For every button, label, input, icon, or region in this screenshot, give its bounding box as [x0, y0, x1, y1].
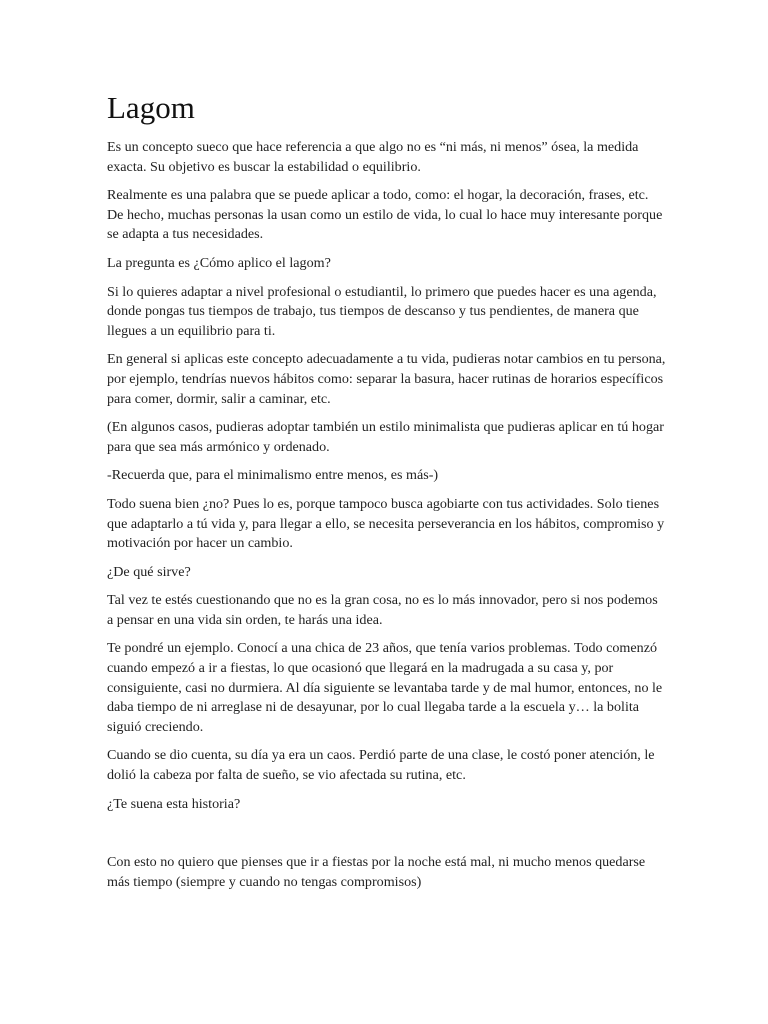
- blank-line: [107, 823, 667, 853]
- paragraph-habits: En general si aplicas este concepto adecuadamente a tu vida, pudieras notar cambios en tu persona, por ejemplo, tendrías nuevos hábitos como: separar la basura, hacer rutinas de horarios específicos para comer, dormir, salir a caminar, etc.: [107, 351, 666, 407]
- paragraph-chaos: Cuando se dio cuenta, su día ya era un caos. Perdió parte de una clase, le costó poner atención, le dolió la cabeza por falta de sueño, se vio afectada su rutina, etc.: [107, 747, 655, 784]
- paragraph-questioning: Tal vez te estés cuestionando que no es la gran cosa, no es lo más innovador, pero si nos podemos a pensar en una vida sin orden, te harás una idea.: [107, 592, 658, 628]
- paragraph-agenda: Si lo quieres adaptar a nivel profesional o estudiantil, lo primero que puedes hacer es una agenda, donde pongas tus tiempos de trabajo, tus tiempos de descanso y tus pendientes, de manera que llegues a un equilibrio para ti.: [107, 283, 657, 339]
- paragraph-parties: Con esto no quiero que pienses que ir a fiestas por la noche está mal, ni mucho menos quedarse más tiempo (siempre y cuando no tengas compromisos): [107, 854, 646, 890]
- paragraph-lifestyle: Realmente es una palabra que se puede aplicar a todo, como: el hogar, la decoración, frases, etc. De hecho, muchas personas la usan como un estilo de vida, lo cual lo hace muy interesante porque se adapta a tus necesidades.: [107, 187, 663, 243]
- paragraph-story-question: ¿Te suena esta historia?: [107, 795, 241, 812]
- paragraph-what-for: ¿De qué sirve?: [107, 563, 191, 580]
- document-body: [107, 88, 667, 901]
- paragraph-minimalism: (En algunos casos, pudieras adoptar también un estilo minimalista que pudieras aplicar en tú hogar para que sea más armónico y ordenado.: [107, 419, 664, 455]
- paragraph-sounds-good: Todo suena bien ¿no? Pues lo es, porque tampoco busca agobiarte con tus actividades. Solo tienes que adaptarlo a tú vida y, para llegar a ello, se necesita perseverancia en los hábitos, compromiso y motivación por hacer un cambio.: [107, 495, 665, 552]
- paragraph-reminder: -Recuerda que, para el minimalismo entre menos, es más-): [107, 467, 439, 484]
- paragraph-question: La pregunta es ¿Cómo aplico el lagom?: [107, 254, 331, 271]
- paragraph-example: Te pondré un ejemplo. Conocí a una chica de 23 años, que tenía varios problemas. Todo comenzó cuando empezó a ir a fiestas, lo que ocasionó que llegará en la madrugada a su casa y, por consiguiente, casi no durmiera. Al día siguiente se levantaba tarde y de mal humor, entonces, no le daba tiempo de ni arreglase ni de desayunar, por lo cual llegaba tarde a la escuela y… la bolita siguió creciendo.: [107, 640, 663, 735]
- paragraph-definition: Es un concepto sueco que hace referencia a que algo no es “ni más, ni menos” ósea, la medida exacta. Su objetivo es buscar la estabilidad o equilibrio.: [107, 139, 639, 175]
- page-title: Lagom: [107, 90, 195, 125]
